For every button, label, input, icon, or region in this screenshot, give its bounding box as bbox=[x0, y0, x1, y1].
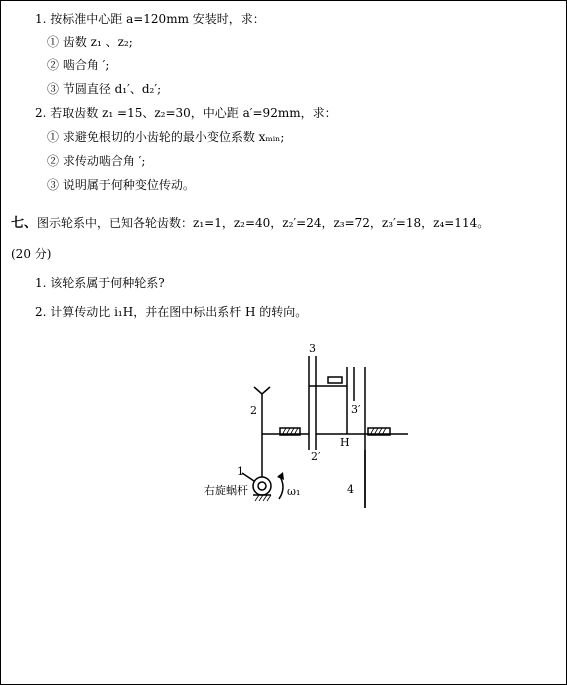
label-omega: ω₁ bbox=[287, 485, 301, 498]
section-7-number: 七、 bbox=[11, 216, 38, 231]
question-2-item-1: ① 求避免根切的小齿轮的最小变位系数 xₘᵢₙ; bbox=[47, 130, 285, 144]
label-worm: 1 bbox=[237, 465, 244, 478]
question-1: 1. 按标准中心距 a=120mm 安装时，求： bbox=[35, 12, 265, 26]
question-1-item-1: ① 齿数 z₁ 、z₂; bbox=[47, 35, 133, 49]
gear-3p-hub bbox=[328, 377, 342, 383]
section-7-question-2: 2. 计算传动比 i₁H，并在图中标出系杆 H 的转向。 bbox=[35, 305, 308, 319]
label-gear-2: 2 bbox=[250, 404, 257, 417]
question-2: 2. 若取齿数 z₁ =15、z₂=30，中心距 a′=92mm，求： bbox=[35, 106, 337, 120]
label-gear-2p: 2′ bbox=[311, 450, 321, 463]
label-gear-3: 3 bbox=[309, 342, 316, 355]
section-7-question-1: 1. 该轮系属于何种轮系? bbox=[35, 276, 165, 290]
worm-inner bbox=[258, 482, 266, 490]
label-worm-text: 右旋蜗杆 bbox=[204, 484, 248, 497]
worm-outer bbox=[253, 477, 271, 495]
question-2-item-2: ② 求传动啮合角 ′; bbox=[47, 154, 146, 168]
question-1-item-2: ② 啮合角 ′; bbox=[47, 58, 110, 72]
label-gear-3p: 3′ bbox=[351, 403, 361, 416]
gear-2-head bbox=[254, 387, 270, 394]
question-1-item-3: ③ 节圆直径 d₁′、d₂′; bbox=[47, 82, 162, 96]
question-2-item-3: ③ 说明属于何种变位传动。 bbox=[47, 178, 195, 192]
label-gear-4: 4 bbox=[347, 483, 354, 496]
label-carrier-h: H bbox=[340, 436, 350, 449]
section-7-text: 图示轮系中，已知各轮齿数：z₁=1，z₂=40，z₂′=24，z₃=72，z₃′=18，z₄=114。 bbox=[37, 216, 490, 230]
section-7-points: (20 分) bbox=[11, 247, 52, 261]
gear-train-diagram bbox=[1, 1, 566, 684]
